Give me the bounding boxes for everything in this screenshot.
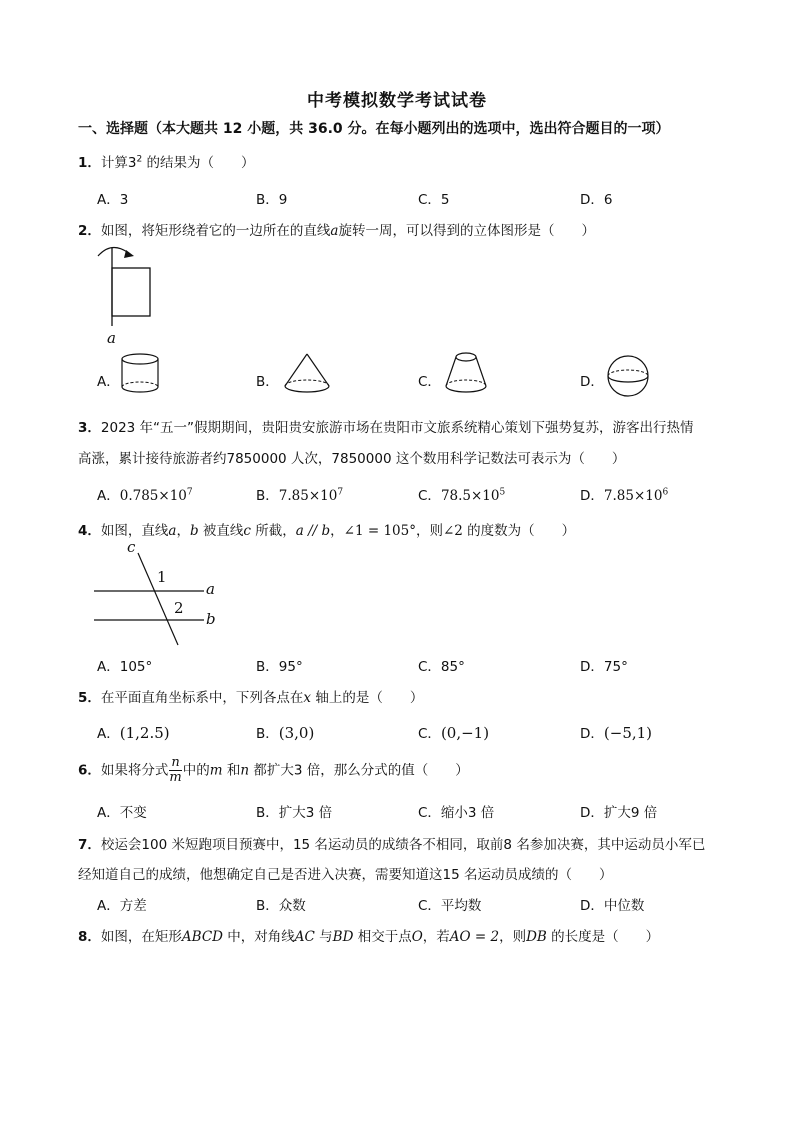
question-text: 所截， <box>250 523 296 539</box>
exponent: 2 <box>136 154 143 165</box>
exponent: 5 <box>499 487 506 498</box>
math-expression: a // b <box>295 523 331 539</box>
frustum-icon <box>444 352 490 396</box>
question-text-line-1: 2023 年“五一”假期期间，贵阳贵安旅游市场在贵阳市文旅系统精心策划下强势复苏，游客出行热情 <box>100 420 694 436</box>
question-text-line-1: 校运会100 米短跑项目预赛中，15 名运动员的成绩各不相同，取前8 名参加决赛，其中运动员小军已 <box>100 837 706 853</box>
question-text: ，若 <box>422 929 450 945</box>
question-number: 1． <box>78 155 101 171</box>
variable: BD <box>332 929 354 945</box>
question-6 <box>78 756 469 785</box>
question-text: ， <box>330 523 344 539</box>
question-text: 相交于点 <box>353 929 412 945</box>
option-a[interactable] <box>97 484 193 504</box>
rotation-rectangle-figure <box>90 244 170 349</box>
option-a[interactable]: A．105° <box>97 659 153 675</box>
sphere-icon <box>606 355 652 399</box>
cone-icon <box>283 352 333 397</box>
question-number: 8． <box>78 929 101 945</box>
question-text: 与 <box>314 929 333 945</box>
variable: a <box>168 523 177 539</box>
option-label: D． <box>580 488 604 504</box>
question-7 <box>78 833 705 853</box>
option-d[interactable] <box>580 484 668 504</box>
option-b[interactable]: B．9 <box>256 192 288 208</box>
option-c[interactable] <box>418 484 505 504</box>
option-label: C． <box>418 726 441 742</box>
variable: n <box>240 762 250 779</box>
question-text: 和 <box>222 762 241 779</box>
question-text: 的结果为（ ） <box>142 155 255 171</box>
question-text: 的长度是（ ） <box>546 929 660 945</box>
option-d[interactable] <box>580 722 652 742</box>
question-text: 计算3 <box>100 155 137 171</box>
exponent: 6 <box>662 487 669 498</box>
question-text: ，则 <box>415 523 443 539</box>
option-b[interactable]: B．95° <box>256 659 303 675</box>
question-text-line-2: 经知道自己的成绩，他想确定自己是否进入决赛，需要知道这15 名运动员成绩的（ ） <box>78 867 613 883</box>
angle-label-2: 2 <box>174 599 184 617</box>
variable: m <box>209 762 223 779</box>
question-text: 被直线 <box>198 523 244 539</box>
option-d[interactable]: D．6 <box>580 192 613 208</box>
option-b[interactable] <box>256 722 314 742</box>
option-value: (1,2.5) <box>119 724 170 742</box>
option-label: B． <box>256 488 279 504</box>
angle-label-1: 1 <box>157 568 167 586</box>
option-a[interactable]: A．方差 <box>97 898 147 914</box>
option-value: (0,−1) <box>440 724 490 742</box>
option-c[interactable] <box>418 722 489 742</box>
option-c[interactable]: C．平均数 <box>418 898 482 914</box>
option-c[interactable]: C．85° <box>418 659 465 675</box>
question-text-line-2: 高涨，累计接待旅游者约7850000 人次，7850000 这个数用科学记数法可表示为（ ） <box>78 451 626 467</box>
option-value: 78.5×10 <box>440 488 500 504</box>
variable: DB <box>526 929 547 945</box>
option-d[interactable]: D． <box>580 374 604 390</box>
fraction <box>169 756 181 785</box>
option-b[interactable]: B．众数 <box>256 898 306 914</box>
option-value: 7.85×10 <box>603 488 663 504</box>
option-a[interactable]: A．3 <box>97 192 129 208</box>
question-text: 在平面直角坐标系中，下列各点在 <box>100 690 304 706</box>
option-value: 0.785×10 <box>119 488 187 504</box>
question-text: 中，对角线 <box>222 929 295 945</box>
question-4 <box>78 519 575 539</box>
page-title: 中考模拟数学考试试卷 <box>307 91 487 111</box>
option-c[interactable]: C．缩小3 倍 <box>418 805 495 821</box>
math-expression: AO = 2 <box>449 929 500 945</box>
question-number: 3． <box>78 420 101 436</box>
option-d[interactable]: D．中位数 <box>580 898 645 914</box>
question-text: 如图，将矩形绕着它的一边所在的直线 <box>100 223 331 239</box>
question-3 <box>78 416 694 436</box>
variable: c <box>243 523 251 539</box>
option-label: C． <box>418 488 441 504</box>
option-label: D． <box>580 726 604 742</box>
question-text: 如图，在矩形 <box>100 929 182 945</box>
question-text: 的度数为（ ） <box>462 523 576 539</box>
label-b: b <box>206 610 216 628</box>
section-heading: 一、选择题（本大题共 12 小题，共 36.0 分。在每小题列出的选项中，选出符合题目的一项） <box>78 121 670 137</box>
option-b[interactable]: B．扩大3 倍 <box>256 805 333 821</box>
question-text: 旋转一周，可以得到的立体图形是（ ） <box>338 223 595 239</box>
option-label: A． <box>97 726 120 742</box>
option-a[interactable]: A． <box>97 374 120 390</box>
option-b[interactable]: B． <box>256 374 279 390</box>
question-number: 4． <box>78 523 101 539</box>
fraction-denominator: m <box>169 770 182 785</box>
question-1 <box>78 151 255 171</box>
question-number: 7． <box>78 837 101 853</box>
figure-label-a: a <box>107 329 116 347</box>
question-8 <box>78 925 659 945</box>
option-c[interactable]: C． <box>418 374 441 390</box>
math-expression: ∠2 <box>442 523 463 539</box>
option-label: B． <box>256 726 279 742</box>
question-text: 都扩大3 倍，那么分式的值（ ） <box>249 762 469 779</box>
variable: a <box>330 223 339 239</box>
exponent: 7 <box>186 487 193 498</box>
option-label: A． <box>97 488 120 504</box>
math-expression: ∠1 = 105° <box>343 523 416 539</box>
option-a[interactable]: A．不变 <box>97 805 147 821</box>
label-c: c <box>127 538 136 556</box>
question-2 <box>78 219 595 239</box>
option-c[interactable]: C．5 <box>418 192 450 208</box>
variable: ABCD <box>181 929 223 945</box>
option-value: (3,0) <box>278 724 315 742</box>
question-text: ，则 <box>499 929 527 945</box>
question-text: 轴上的是（ ） <box>311 690 424 706</box>
question-number: 6． <box>78 762 101 779</box>
variable: b <box>189 523 199 539</box>
option-value: 7.85×10 <box>278 488 338 504</box>
question-text: ， <box>176 523 190 539</box>
variable: x <box>303 690 312 706</box>
question-number: 2． <box>78 223 101 239</box>
question-text: 如图，直线 <box>100 523 169 539</box>
fraction-numerator: n <box>171 755 180 770</box>
cylinder-icon <box>121 353 161 395</box>
question-text: 中的 <box>182 762 210 779</box>
exponent: 7 <box>337 487 344 498</box>
question-text: 如果将分式 <box>100 762 169 779</box>
label-a: a <box>206 580 215 598</box>
option-d[interactable]: D．扩大9 倍 <box>580 805 658 821</box>
option-d[interactable]: D．75° <box>580 659 628 675</box>
question-5 <box>78 686 423 706</box>
question-number: 5． <box>78 690 101 706</box>
variable: O <box>411 929 423 945</box>
option-b[interactable] <box>256 484 343 504</box>
parallel-lines-figure <box>92 543 222 648</box>
variable: AC <box>294 929 315 945</box>
option-a[interactable] <box>97 722 170 742</box>
option-value: (−5,1) <box>603 724 653 742</box>
